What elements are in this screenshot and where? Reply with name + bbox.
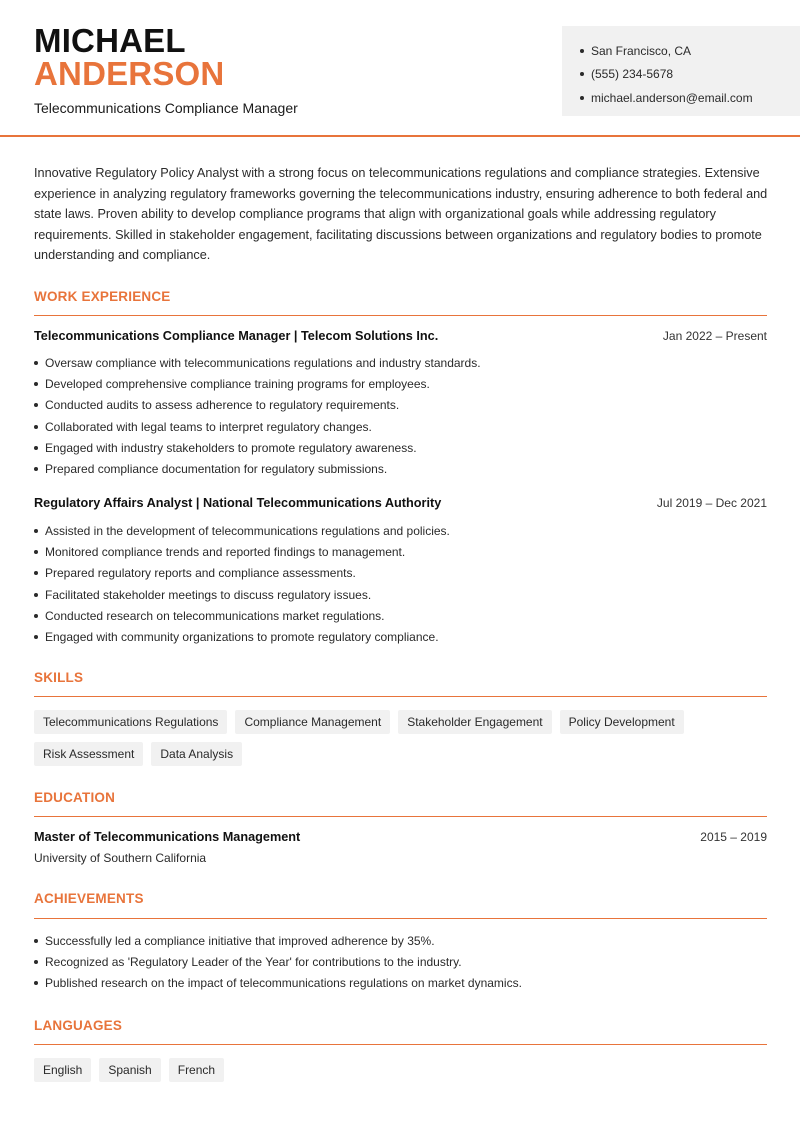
- bullet-icon: [34, 550, 38, 554]
- section-divider: [34, 918, 767, 919]
- section-title-skills: SKILLS: [34, 670, 84, 685]
- bullet-text: Prepared compliance documentation for regulatory submissions.: [45, 462, 388, 477]
- bullet-icon: [34, 571, 38, 575]
- bullet-text: Conducted research on telecommunications market regulations.: [45, 608, 385, 623]
- contact-email-text: michael.anderson@email.com: [591, 90, 753, 105]
- list-item: [34, 930, 767, 951]
- skill-chip: Policy Development: [560, 710, 684, 734]
- contact-phone: [580, 63, 800, 87]
- education-header: [34, 830, 767, 844]
- skill-chip: Telecommunications Regulations: [34, 710, 227, 734]
- bullet-icon: [34, 446, 38, 450]
- bullet-icon: [34, 382, 38, 386]
- list-item: [34, 584, 767, 605]
- contact-location-text: San Francisco, CA: [591, 43, 692, 58]
- bullet-text: Assisted in the development of telecommunications regulations and policies.: [45, 523, 450, 538]
- section-divider: [34, 315, 767, 316]
- job-bullets: [34, 352, 767, 480]
- list-item: [34, 626, 767, 647]
- first-name: MICHAEL: [34, 22, 186, 59]
- skill-chip: Data Analysis: [151, 742, 242, 766]
- job-role: Regulatory Affairs Analyst | National Telecommunications Authority: [34, 496, 442, 510]
- degree: Master of Telecommunications Management: [34, 830, 301, 844]
- list-item: [34, 605, 767, 626]
- list-item: [34, 951, 767, 972]
- list-item: [34, 437, 767, 458]
- bullet-text: Monitored compliance trends and reported findings to management.: [45, 544, 406, 559]
- bullet-icon: [34, 425, 38, 429]
- list-item: [34, 352, 767, 373]
- section-title-achievements: ACHIEVEMENTS: [34, 891, 144, 906]
- bullet-icon: [34, 467, 38, 471]
- bullet-icon: [34, 403, 38, 407]
- bullet-icon: [580, 72, 584, 76]
- skill-chip: Stakeholder Engagement: [398, 710, 551, 734]
- list-item: [34, 373, 767, 394]
- job-role: Telecommunications Compliance Manager | Telecom Solutions Inc.: [34, 329, 439, 343]
- bullet-text: Oversaw compliance with telecommunications regulations and industry standards.: [45, 355, 481, 370]
- section-title-languages: LANGUAGES: [34, 1018, 123, 1033]
- bullet-text: Prepared regulatory reports and compliance assessments.: [45, 566, 356, 581]
- bullet-icon: [34, 593, 38, 597]
- language-chip: English: [34, 1058, 91, 1082]
- bullet-text: Recognized as 'Regulatory Leader of the Year' for contributions to the industry.: [45, 954, 462, 969]
- section-title-education: EDUCATION: [34, 790, 116, 805]
- bullet-icon: [34, 981, 38, 985]
- bullet-text: Conducted audits to assess adherence to regulatory requirements.: [45, 398, 400, 413]
- job-dates: Jul 2019 – Dec 2021: [656, 496, 767, 510]
- job-bullets: [34, 520, 767, 648]
- bullet-text: Successfully led a compliance initiative that improved adherence by 35%.: [45, 933, 435, 948]
- bullet-icon: [34, 960, 38, 964]
- languages-list: [34, 1058, 774, 1082]
- contact-email: [580, 86, 800, 110]
- school: University of Southern California: [34, 851, 207, 865]
- list-item: [34, 520, 767, 541]
- job-title: Telecommunications Compliance Manager: [34, 100, 298, 116]
- bullet-icon: [34, 939, 38, 943]
- bullet-icon: [580, 96, 584, 100]
- contact-phone-text: (555) 234-5678: [591, 67, 674, 82]
- last-name: ANDERSON: [34, 55, 225, 92]
- resume-header: [0, 0, 800, 137]
- list-item: [34, 395, 767, 416]
- list-item: [34, 541, 767, 562]
- bullet-icon: [34, 529, 38, 533]
- list-item: [34, 458, 767, 479]
- bullet-text: Facilitated stakeholder meetings to discuss regulatory issues.: [45, 587, 372, 602]
- contact-box: [562, 26, 800, 116]
- section-divider: [34, 696, 767, 697]
- job-dates: Jan 2022 – Present: [662, 329, 767, 343]
- language-chip: French: [169, 1058, 224, 1082]
- education-dates: 2015 – 2019: [700, 830, 767, 844]
- bullet-icon: [34, 635, 38, 639]
- skills-list: [34, 710, 774, 766]
- skill-chip: Risk Assessment: [34, 742, 143, 766]
- bullet-icon: [34, 361, 38, 365]
- bullet-text: Published research on the impact of telecommunications regulations on market dynamics.: [45, 976, 522, 991]
- skill-chip: Compliance Management: [235, 710, 390, 734]
- bullet-icon: [580, 49, 584, 53]
- bullet-text: Engaged with industry stakeholders to promote regulatory awareness.: [45, 440, 417, 455]
- list-item: [34, 416, 767, 437]
- list-item: [34, 563, 767, 584]
- bullet-text: Collaborated with legal teams to interpret regulatory changes.: [45, 419, 372, 434]
- summary: Innovative Regulatory Policy Analyst with a strong focus on telecommunications regulations and compliance strategies. Extensive experience in analyzing regulatory frameworks governing the telecommunications industry, ensuring adherence to both federal and state laws. Proven ability to develop compliance programs that align with organizational goals while addressing regulatory requirements. Skilled in stakeholder engagement, facilitating discussions between organizations and regulatory bodies to promote understanding and compliance.: [34, 166, 768, 262]
- bullet-icon: [34, 614, 38, 618]
- section-divider: [34, 816, 767, 817]
- language-chip: Spanish: [99, 1058, 160, 1082]
- job-header: [34, 329, 767, 343]
- achievements-list: [34, 930, 767, 994]
- bullet-text: Engaged with community organizations to promote regulatory compliance.: [45, 630, 439, 645]
- list-item: [34, 973, 767, 994]
- section-divider: [34, 1044, 767, 1045]
- job-header: [34, 496, 767, 510]
- bullet-text: Developed comprehensive compliance training programs for employees.: [45, 376, 430, 391]
- contact-location: [580, 39, 800, 63]
- section-title-work: WORK EXPERIENCE: [34, 289, 171, 304]
